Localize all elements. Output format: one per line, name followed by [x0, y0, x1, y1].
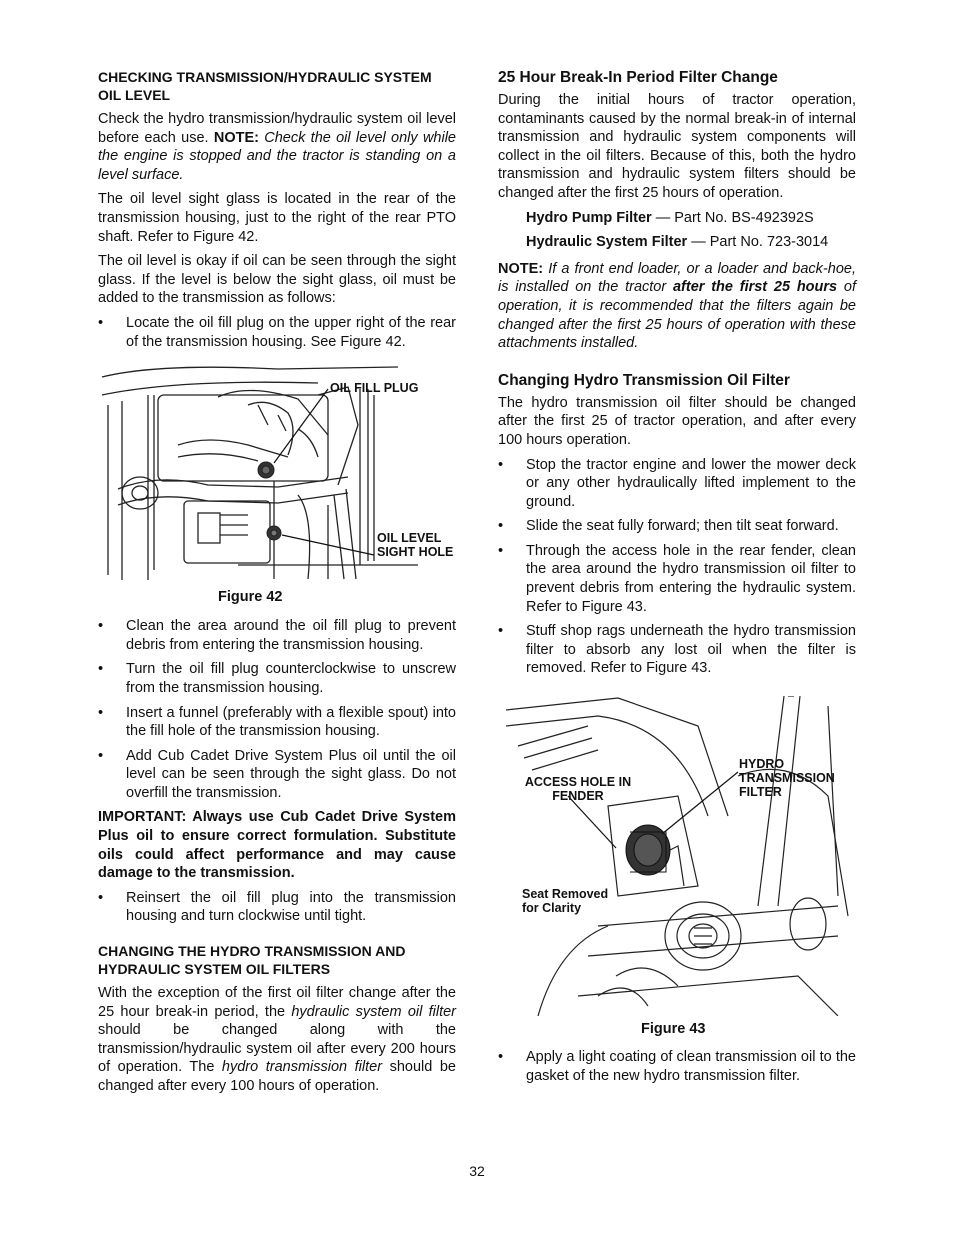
note-text: Check the oil level only while the engine is stopped and the tractor is standing on a level surface. — [98, 129, 456, 183]
text: If a front end loader, or a loader and back-hoe, is installed on the tractor — [498, 260, 856, 296]
bullet-item: • Clean the area around the oil fill plug to prevent debris from entering the transmission housing. — [98, 618, 456, 653]
bullet-text: Clean the area around the oil fill plug to prevent debris from entering the transmission housing. — [126, 618, 456, 653]
bullet-text: Through the access hole in the rear fender, clean the area around the hydro transmission oil filter to prevent debris from entering the hydraulic system. Refer to Figure 43. — [526, 542, 856, 615]
text: of operation, it is recommended that the filters again be changed after the first 25 hours of operation with these attachments installed. — [498, 279, 856, 352]
bullet-text: Stuff shop rags underneath the hydro transmission filter to absorb any lost oil when the filter is removed. Refer to Figure 43. — [526, 623, 856, 677]
paragraph: The oil level sight glass is located in the rear of the transmission housing, just to the right of the rear PTO shaft. Refer to Figure 42. — [98, 191, 456, 245]
note-paragraph — [498, 260, 856, 353]
bullet-text: Reinsert the oil fill plug into the transmission housing and turn clockwise until tight. — [126, 889, 456, 925]
callout-oil-fill-plug: OIL FILL PLUG — [330, 381, 419, 396]
text: hydro transmission filter — [221, 1059, 383, 1076]
text: Check the hydro transmission/hydraulic system oil level before each use. — [98, 111, 456, 146]
paragraph — [98, 110, 456, 184]
section-heading-break-in: 25 Hour Break-In Period Filter Change — [498, 69, 778, 86]
left-column — [98, 68, 456, 1102]
callout-oil-level-sight-hole: OIL LEVEL SIGHT HOLE — [377, 531, 454, 560]
bullet-text: Turn the oil fill plug counterclockwise to unscrew from the transmission housing. — [126, 661, 456, 696]
bullet-item: • Locate the oil fill plug on the upper right of the rear of the transmission housing. See Figure 42. — [98, 314, 456, 350]
bullet-text: Slide the seat fully forward; then tilt seat forward. — [526, 518, 839, 535]
section-heading-changing-filters: CHANGING THE HYDRO TRANSMISSION AND HYDRAULIC SYSTEM OIL FILTERS — [98, 943, 406, 978]
note-label: NOTE: — [213, 129, 259, 146]
part-label: Hydro Pump Filter — [526, 209, 652, 226]
text: hydraulic system oil filter — [291, 1003, 457, 1020]
bullet-item: • Insert a funnel (preferably with a flexible spout) into the fill hole of the transmission housing. — [98, 704, 456, 740]
bullet-item: • Stuff shop rags underneath the hydro transmission filter to absorb any lost oil when the filter is removed. Refer to Figure 43. — [498, 623, 856, 677]
callout-hydro-transmission-filter: HYDRO TRANSMISSION FILTER — [739, 757, 835, 800]
figure-42 — [98, 365, 456, 617]
note-label: NOTE: — [498, 260, 544, 277]
paragraph: During the initial hours of tractor operation, contaminants caused by the normal break-in of internal transmission and hydraulic system components will collect in the oil filters. Because of this, both the hydro transmission and hydraulic system filters should be changed after the first 25 hours of operation. — [498, 92, 856, 201]
text: should be changed after every 100 hours of operation. — [98, 1059, 456, 1094]
section-heading-checking-oil: CHECKING TRANSMISSION/HYDRAULIC SYSTEM OIL LEVEL — [98, 69, 432, 103]
bullet-item: • Reinsert the oil fill plug into the transmission housing and turn clockwise until tight. — [98, 889, 456, 925]
bullet-item: • Slide the seat fully forward; then tilt seat forward. — [498, 518, 839, 535]
paragraph — [98, 984, 456, 1096]
figure-caption: Figure 42 — [218, 589, 283, 606]
bullet-item: • Add Cub Cadet Drive System Plus oil until the oil level can be seen through the sight glass. Do not overfill the transmission. — [98, 747, 456, 801]
right-column — [498, 68, 856, 1091]
important-notice: IMPORTANT: Always use Cub Cadet Drive System Plus oil to ensure correct formulation. Substitute oils could affect performance and may cause damage to the transmission. — [98, 809, 456, 882]
callout-access-hole: ACCESS HOLE IN FENDER — [524, 775, 632, 804]
figure-43 — [498, 696, 856, 1048]
bullet-text: Add Cub Cadet Drive System Plus oil until the oil level can be seen through the sight glass. Do not overfill the transmission. — [126, 747, 456, 801]
bullet-item: • Apply a light coating of clean transmission oil to the gasket of the new hydro transmission filter. — [498, 1049, 856, 1084]
bullet-text: Apply a light coating of clean transmission oil to the gasket of the new hydro transmission filter. — [526, 1049, 856, 1084]
bullet-item: • Through the access hole in the rear fender, clean the area around the hydro transmission oil filter to prevent debris from entering the hydraulic system. Refer to Figure 43. — [498, 542, 856, 615]
bullet-text: Locate the oil fill plug on the upper right of the rear of the transmission housing. See Figure 42. — [126, 314, 456, 350]
callout-seat-removed: Seat Removed for Clarity — [522, 887, 609, 916]
text: With the exception of the first oil filter change after the 25 hour break-in period, the — [98, 985, 456, 1020]
figure-caption: Figure 43 — [641, 1021, 706, 1038]
section-heading-changing-oil-filter: Changing Hydro Transmission Oil Filter — [498, 371, 790, 389]
bullet-item: • Stop the tractor engine and lower the mower deck or any other hydraulically lifted implement to the ground. — [498, 456, 856, 510]
fender-illustration — [498, 696, 856, 1016]
part-number-line — [498, 209, 856, 228]
paragraph: The hydro transmission oil filter should be changed after the first 25 of tractor operation, and after every 100 hours operation. — [498, 394, 856, 448]
part-text: — Part No. BS-492392S — [651, 209, 814, 226]
bullet-text: Insert a funnel (preferably with a flexible spout) into the fill hole of the transmission housing. — [126, 704, 456, 740]
page-number: 32 — [469, 1163, 485, 1179]
paragraph: The oil level is okay if oil can be seen through the sight glass. If the level is below the sight glass, oil must be added to the transmission as follows: — [98, 253, 456, 307]
part-label: Hydraulic System Filter — [526, 234, 688, 251]
part-text: — Part No. 723-3014 — [687, 234, 829, 251]
part-number-line — [498, 233, 856, 252]
bullet-item: • Turn the oil fill plug counterclockwise to unscrew from the transmission housing. — [98, 661, 456, 696]
bullet-text: Stop the tractor engine and lower the mower deck or any other hydraulically lifted implement to the ground. — [526, 456, 856, 510]
text: should be changed along with the transmission/hydraulic system oil after every 200 hours of operation. The — [98, 1022, 456, 1076]
text: after the first 25 hours — [672, 279, 838, 296]
